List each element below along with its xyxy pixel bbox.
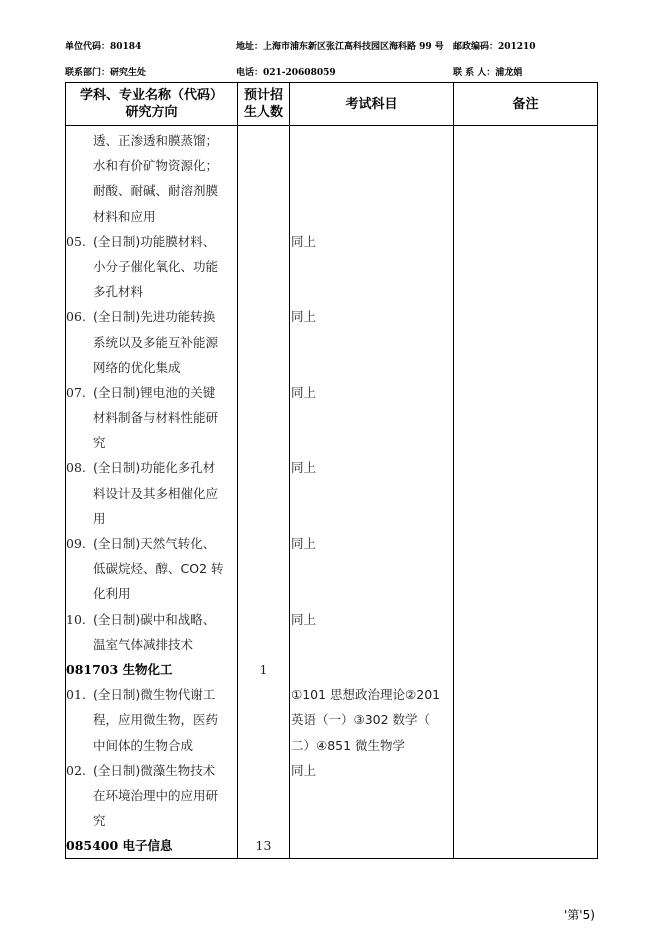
research-direction-line <box>66 783 237 808</box>
count-column <box>238 126 290 859</box>
contact-department: 联系部门：研究生处 <box>65 68 147 78</box>
enrollment-count <box>238 153 289 178</box>
enrollment-count <box>238 178 289 203</box>
line-text: 中间体的生物合成 <box>93 737 194 753</box>
line-text: (全日制)锂电池的关键 <box>93 384 216 400</box>
research-direction-line <box>66 808 237 833</box>
exam-subject-line <box>290 405 453 430</box>
header-remarks: 备注 <box>454 83 598 126</box>
research-direction-line <box>66 153 237 178</box>
address: 地址：上海市浦东新区张江高科技园区海科路 99 号 <box>236 42 444 52</box>
line-text: (全日制)碳中和战略、 <box>93 611 216 627</box>
enrollment-count <box>238 279 289 304</box>
line-text: 系统以及多能互补能源 <box>93 334 219 350</box>
enrollment-count <box>238 204 289 229</box>
enrollment-count <box>238 304 289 329</box>
enrollment-count <box>238 405 289 430</box>
line-text: 低碳烷烃、醇、CO2 转 <box>93 561 224 577</box>
enrollment-count <box>238 707 289 732</box>
exam-subject-line: 同上 <box>291 611 317 627</box>
enrollment-count <box>238 481 289 506</box>
research-direction-line <box>66 682 237 707</box>
remarks-column <box>454 126 598 859</box>
line-text: (全日制)功能膜材料、 <box>93 233 216 249</box>
research-direction-line <box>66 405 237 430</box>
exam-column <box>290 126 454 859</box>
exam-subject-line <box>290 153 453 178</box>
line-text: 究 <box>93 813 106 829</box>
enrollment-count: 1 <box>259 661 268 677</box>
line-text: 究 <box>93 435 106 451</box>
enrollment-count <box>238 128 289 153</box>
exam-subject-line <box>290 430 453 455</box>
enrollment-count <box>238 506 289 531</box>
enrollment-count <box>238 380 289 405</box>
line-text: 小分子催化氧化、功能 <box>93 258 219 274</box>
exam-subject-line <box>290 330 453 355</box>
research-direction-line <box>66 128 237 153</box>
research-direction-line <box>66 304 237 329</box>
major-column <box>66 126 238 859</box>
postcode: 邮政编码：201210 <box>453 42 536 52</box>
header-major: 学科、专业名称（代码） 研究方向 <box>66 83 238 126</box>
line-text: 081703 生物化工 <box>66 661 173 677</box>
research-direction-line <box>66 632 237 657</box>
enrollment-table <box>65 82 598 859</box>
exam-subject-line: 同上 <box>291 233 317 249</box>
research-direction-line <box>66 430 237 455</box>
exam-subject-line <box>290 481 453 506</box>
research-direction-line <box>66 279 237 304</box>
research-direction-line <box>66 733 237 758</box>
exam-subject-line <box>290 279 453 304</box>
line-text: (全日制)微生物代谢工 <box>93 687 216 703</box>
line-text: 材料和应用 <box>93 208 156 224</box>
enrollment-count <box>238 682 289 707</box>
exam-subject-line <box>290 506 453 531</box>
exam-subject-line <box>290 581 453 606</box>
enrollment-count: 13 <box>255 838 272 854</box>
phone: 电话：021-20608059 <box>236 68 336 78</box>
enrollment-count <box>238 632 289 657</box>
direction-number: 02. <box>66 762 86 778</box>
line-text: 温室气体减排技术 <box>93 636 194 652</box>
exam-subject-line <box>290 204 453 229</box>
enrollment-count <box>238 783 289 808</box>
research-direction-line <box>66 229 237 254</box>
exam-subject-line: 同上 <box>291 762 317 778</box>
page-number: '第'5) <box>564 908 595 922</box>
exam-subject-line: 同上 <box>291 384 317 400</box>
research-direction-line <box>66 330 237 355</box>
exam-subject-line <box>290 833 453 858</box>
research-direction-line <box>66 455 237 480</box>
line-text: 多孔材料 <box>93 284 144 300</box>
direction-number: 08. <box>66 460 86 476</box>
major-heading <box>66 657 237 682</box>
table-header-row <box>66 83 598 126</box>
research-direction-line <box>66 531 237 556</box>
research-direction-line <box>66 380 237 405</box>
line-text: 材料制备与材料性能研 <box>93 410 219 426</box>
line-text: (全日制)功能化多孔材 <box>93 460 216 476</box>
enrollment-count <box>238 556 289 581</box>
enrollment-count <box>238 430 289 455</box>
table-body-row <box>66 126 598 859</box>
header-enrollment-count: 预计招 生人数 <box>238 83 290 126</box>
exam-subject-line <box>290 783 453 808</box>
line-text: (全日制)天然气转化、 <box>93 536 216 551</box>
direction-number: 05. <box>66 233 86 249</box>
unit-code: 单位代码：80184 <box>65 42 142 52</box>
header-exam-subjects: 考试科目 <box>290 83 454 126</box>
line-text: 化利用 <box>93 586 131 602</box>
enrollment-count <box>238 758 289 783</box>
research-direction-line <box>66 204 237 229</box>
enrollment-count <box>238 254 289 279</box>
research-direction-line <box>66 707 237 732</box>
research-direction-line <box>66 481 237 506</box>
line-text: 在环境治理中的应用研 <box>93 787 219 803</box>
direction-number: 10. <box>66 611 86 627</box>
exam-subject-line <box>290 254 453 279</box>
line-text: 网络的优化集成 <box>93 359 181 375</box>
enrollment-count <box>238 330 289 355</box>
line-text: 透、正渗透和膜蒸馏； <box>93 133 219 148</box>
exam-subject-line <box>290 178 453 203</box>
direction-number: 01. <box>66 687 86 703</box>
enrollment-count <box>238 808 289 833</box>
enrollment-count <box>238 531 289 556</box>
enrollment-count <box>238 581 289 606</box>
line-text: (全日制)微藻生物技术 <box>93 762 216 778</box>
research-direction-line <box>66 506 237 531</box>
exam-subject-line: 英语（一）③302 数学（ <box>291 712 431 728</box>
direction-number: 09. <box>66 536 86 551</box>
line-text: 水和有价矿物资源化； <box>93 158 219 174</box>
exam-subject-line: 二）④851 微生物学 <box>291 737 406 753</box>
enrollment-count <box>238 733 289 758</box>
research-direction-line <box>66 607 237 632</box>
line-text: 程，应用微生物，医药 <box>93 712 219 728</box>
line-text: 料设计及其多相催化应 <box>93 485 219 501</box>
exam-subject-line <box>290 657 453 682</box>
research-direction-line <box>66 254 237 279</box>
enrollment-count <box>238 607 289 632</box>
enrollment-count <box>238 355 289 380</box>
exam-subject-line: ①101 思想政治理论②201 <box>291 687 441 703</box>
major-heading <box>66 833 237 858</box>
line-text: 用 <box>93 510 106 526</box>
exam-subject-line <box>290 128 453 153</box>
line-text: (全日制)先进功能转换 <box>93 309 216 325</box>
exam-subject-line: 同上 <box>291 309 317 325</box>
line-text: 耐酸、耐碱、耐溶剂膜 <box>93 183 219 199</box>
research-direction-line <box>66 178 237 203</box>
exam-subject-line <box>290 808 453 833</box>
contact-person: 联 系 人：浦龙娟 <box>453 68 523 78</box>
enrollment-count <box>238 229 289 254</box>
research-direction-line <box>66 355 237 380</box>
line-text: 085400 电子信息 <box>66 838 173 854</box>
exam-subject-line: 同上 <box>291 536 317 551</box>
research-direction-line <box>66 758 237 783</box>
direction-number: 07. <box>66 384 86 400</box>
direction-number: 06. <box>66 309 86 325</box>
exam-subject-line <box>290 355 453 380</box>
enrollment-count <box>238 455 289 480</box>
research-direction-line <box>66 556 237 581</box>
exam-subject-line <box>290 632 453 657</box>
exam-subject-line: 同上 <box>291 460 317 476</box>
exam-subject-line <box>290 556 453 581</box>
research-direction-line <box>66 581 237 606</box>
